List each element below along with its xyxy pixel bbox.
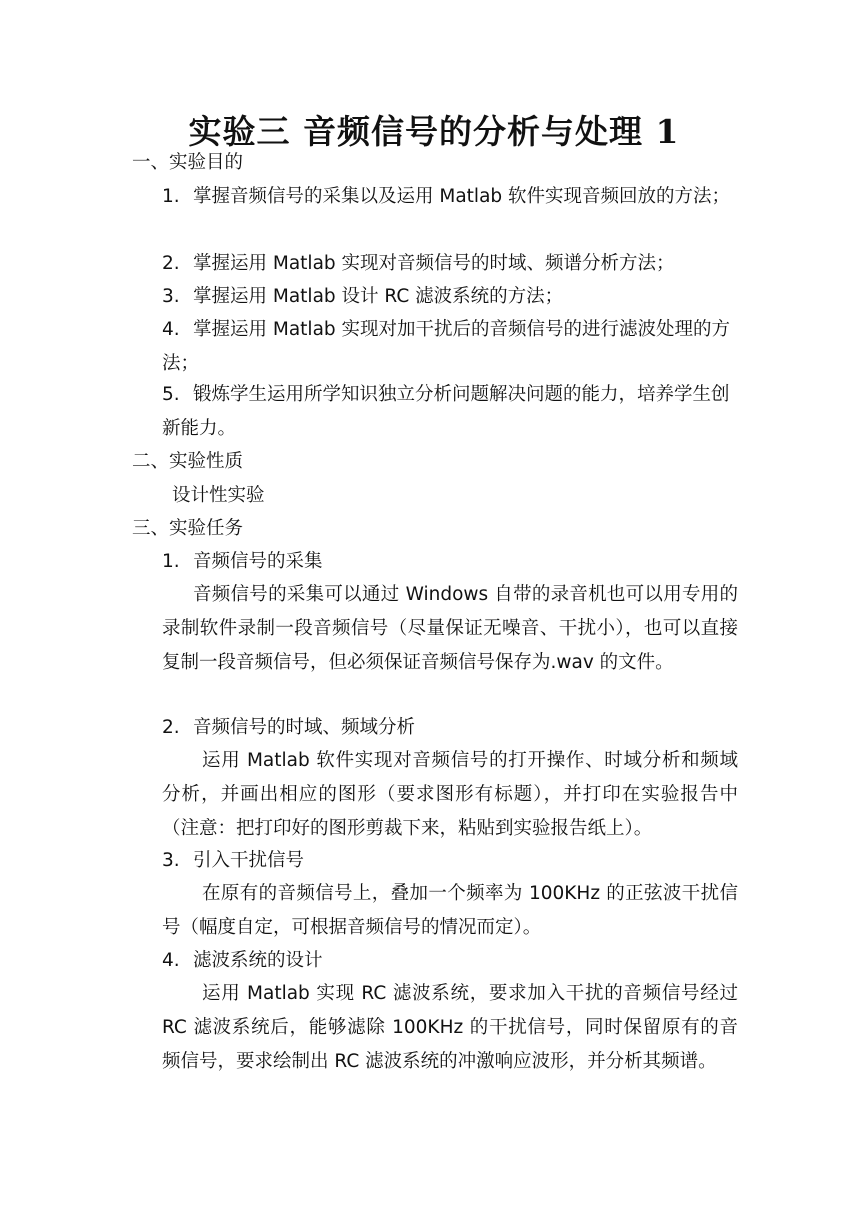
task-heading	[162, 948, 323, 974]
objective-text: 掌握运用 Matlab 实现对加干扰后的音频信号的进行滤波处理的方法；	[162, 319, 731, 374]
section-heading-tasks: 三、实验任务	[132, 518, 244, 539]
objective-number: 2.	[162, 253, 180, 274]
task-body: 音频信号的采集可以通过 Windows 自带的录音机也可以用专用的录制软件录制一段音频信号（尽量保证无噪音、干扰小），也可以直接复制一段音频信号，但必须保证音频信号保存为.wav 的文件。	[162, 584, 738, 673]
objective-text: 锻炼学生运用所学知识独立分析问题解决问题的能力，培养学生创新能力。	[162, 384, 730, 439]
objective-number: 5.	[162, 384, 180, 405]
task-number: 1.	[162, 551, 180, 572]
task-number: 4.	[162, 950, 180, 971]
objective-text: 掌握音频信号的采集以及运用 Matlab 软件实现音频回放的方法；	[193, 186, 731, 207]
objective-text: 掌握运用 Matlab 实现对音频信号的时域、频谱分析方法；	[193, 253, 675, 274]
task-title: 引入干扰信号	[193, 850, 305, 871]
section-heading-nature: 二、实验性质	[132, 451, 244, 472]
objective-number: 4.	[162, 319, 180, 340]
objective-item	[162, 280, 738, 314]
objective-number: 1.	[162, 186, 180, 207]
task-title: 音频信号的时域、频域分析	[193, 717, 416, 738]
objective-item	[162, 313, 738, 381]
objective-number: 3.	[162, 286, 180, 307]
task-body: 运用 Matlab 实现 RC 滤波系统，要求加入干扰的音频信号经过 RC 滤波系统后，能够滤除 100KHz 的干扰信号，同时保留原有的音频信号，要求绘制出 RC 滤波系统的冲激响应波形，并分析其频谱。	[162, 983, 738, 1072]
task-heading	[162, 715, 415, 741]
task-heading	[162, 549, 323, 575]
objective-item	[162, 247, 738, 281]
nature-text: 设计性实验	[172, 485, 265, 506]
section-heading-objectives: 一、实验目的	[132, 152, 244, 173]
document-title: 实验三 音频信号的分析与处理 1	[188, 112, 680, 151]
task-title: 音频信号的采集	[193, 551, 323, 572]
task-body: 在原有的音频信号上，叠加一个频率为 100KHz 的正弦波干扰信号（幅度自定，可根据音频信号的情况而定）。	[162, 883, 738, 938]
task-title: 滤波系统的设计	[193, 950, 323, 971]
objective-text: 掌握运用 Matlab 设计 RC 滤波系统的方法；	[193, 286, 564, 307]
objective-item	[162, 378, 738, 446]
objective-item	[162, 180, 738, 214]
task-heading	[162, 848, 304, 874]
task-number: 3.	[162, 850, 180, 871]
task-number: 2.	[162, 717, 180, 738]
task-body: 运用 Matlab 软件实现对音频信号的打开操作、时域分析和频域分析，并画出相应的图形（要求图形有标题），并打印在实验报告中（注意：把打印好的图形剪裁下来，粘贴到实验报告纸上）。	[162, 750, 738, 839]
